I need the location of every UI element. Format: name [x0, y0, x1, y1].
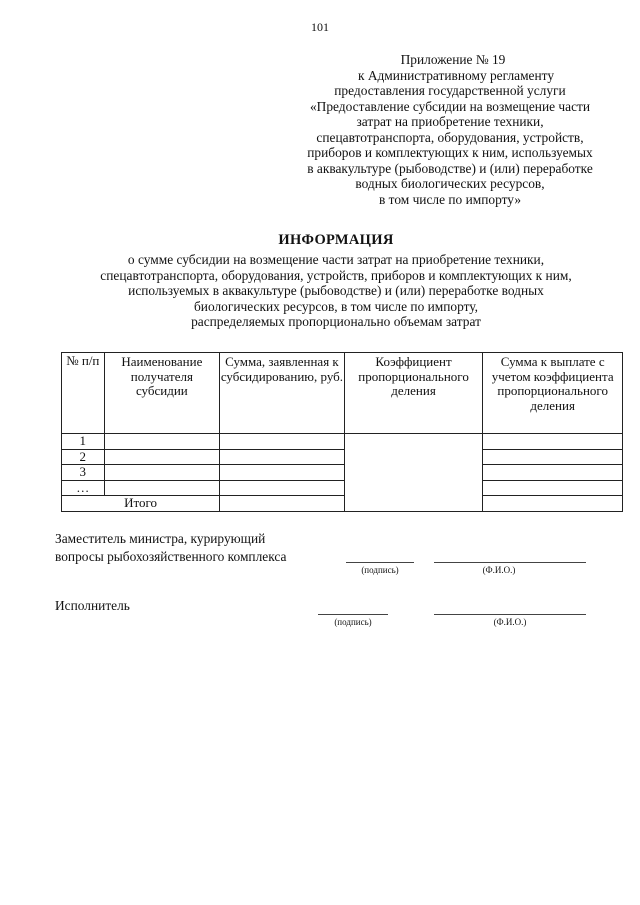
- total-payout-cell: [483, 496, 623, 512]
- subtitle-line: о сумме субсидии на возмещение части затрат на приобретение техники,: [127, 252, 545, 267]
- appendix-line: спецавтотранспорта, оборудования, устройств,: [316, 129, 584, 145]
- page-number: 101: [311, 20, 329, 34]
- total-row: [62, 496, 623, 512]
- appendix-line: к Административному регламенту: [357, 67, 555, 83]
- total-claimed-cell: [220, 496, 345, 512]
- appendix-header: [280, 52, 620, 207]
- payout-cell: [483, 434, 623, 450]
- executor-name-caption: (Ф.И.О.): [493, 617, 527, 627]
- appendix-line: водных биологических ресурсов,: [355, 176, 545, 191]
- payout-cell: [483, 465, 623, 481]
- document-title: ИНФОРМАЦИЯ: [278, 232, 394, 248]
- appendix-line: Приложение № 19: [400, 52, 506, 67]
- table-row: [62, 465, 623, 481]
- table-row: [62, 449, 623, 465]
- coefficient-cell: [344, 434, 483, 512]
- subtitle-line: используемых в аквакультуре (рыбоводстве) и (или) переработке водных: [128, 283, 544, 299]
- executor-name-line: [434, 614, 586, 615]
- deputy-name-caption: (Ф.И.О.): [482, 565, 516, 575]
- payout-cell: [483, 480, 623, 496]
- executor-signature-caption: (подпись): [334, 617, 372, 627]
- appendix-line: «Предоставление субсидии на возмещение части: [309, 98, 591, 114]
- subtitle-line: спецавтотранспорта, оборудования, устройств, приборов и комплектующих к ним,: [100, 267, 572, 283]
- header-number: № п/п: [62, 353, 105, 434]
- executor-signature-line: [318, 614, 388, 615]
- appendix-line: приборов и комплектующих к ним, используемых: [307, 145, 593, 160]
- recipient-cell: [104, 465, 220, 481]
- table-row: [62, 480, 623, 496]
- deputy-name-line: [434, 562, 586, 563]
- table-header-row: [62, 353, 623, 434]
- deputy-line: вопросы рыбохозяйственного комплекса: [55, 549, 287, 564]
- row-number: 1: [62, 434, 105, 450]
- recipient-cell: [104, 434, 220, 450]
- row-number: …: [62, 480, 105, 496]
- executor-label: Исполнитель: [55, 598, 130, 613]
- header-payout-amount: Сумма к выплате с учетом коэффициента пропорционального деления: [483, 353, 623, 434]
- claimed-amount-cell: [220, 449, 345, 465]
- row-number: 2: [62, 449, 105, 465]
- deputy-minister-label: [55, 530, 286, 566]
- deputy-signature-caption: (подпись): [361, 565, 399, 575]
- claimed-amount-cell: [220, 480, 345, 496]
- claimed-amount-cell: [220, 434, 345, 450]
- subtitle-line: биологических ресурсов, в том числе по импорту,: [193, 298, 479, 314]
- recipient-cell: [104, 480, 220, 496]
- row-number: 3: [62, 465, 105, 481]
- deputy-signature-line: [346, 562, 414, 563]
- header-recipient: Наименование получателя субсидии: [104, 353, 220, 434]
- document-subtitle: [60, 252, 612, 330]
- claimed-amount-cell: [220, 465, 345, 481]
- header-coefficient: Коэффициент пропорционального деления: [344, 353, 483, 434]
- total-label: Итого: [62, 496, 220, 512]
- header-claimed-amount: Сумма, заявленная к субсидированию, руб.: [220, 353, 345, 434]
- deputy-line: Заместитель министра, курирующий: [55, 531, 266, 546]
- payout-cell: [483, 449, 623, 465]
- appendix-line: затрат на приобретение техники,: [356, 114, 544, 129]
- appendix-line: предоставления государственной услуги: [334, 83, 566, 98]
- recipient-cell: [104, 449, 220, 465]
- subsidy-table: [61, 352, 623, 512]
- subtitle-line: распределяемых пропорционально объемам затрат: [191, 314, 481, 330]
- appendix-line: в том числе по импорту»: [378, 191, 522, 207]
- appendix-line: в аквакультуре (рыбоводстве) и (или) переработке: [307, 160, 593, 176]
- table-row: [62, 434, 623, 450]
